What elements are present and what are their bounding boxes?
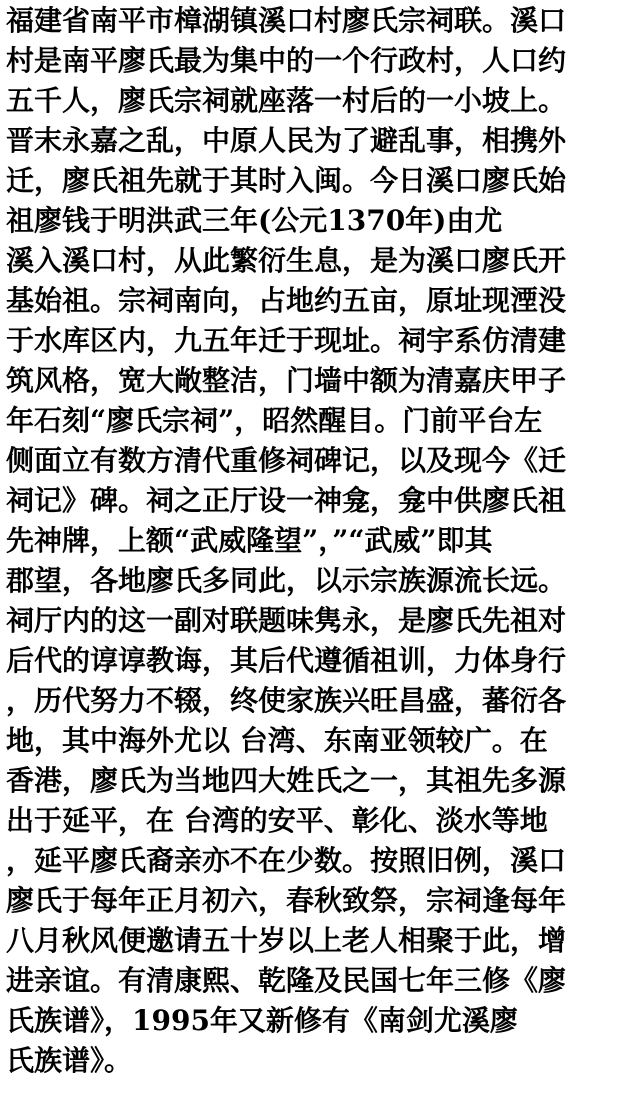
text-line: 祠厅内的这一副对联题味隽永，是廖氏先祖对 bbox=[6, 604, 567, 637]
text-line: 香港，廖氏为当地四大姓氏之一，其祖先多源 bbox=[6, 764, 567, 797]
text-line: 进亲谊。有清康熙、乾隆及民国七年三修《廖 bbox=[6, 964, 567, 997]
text-line: 出于延平，在 台湾的安平、彰化、淡水等地 bbox=[6, 804, 548, 837]
text-line: 先神牌，上额“武威隆望”，”“武威”即其 bbox=[6, 524, 493, 557]
text-line: 侧面立有数方清代重修祠碑记，以及现今《迁 bbox=[6, 444, 567, 477]
text-line: 后代的谆谆教诲，其后代遵循祖训，力体身行 bbox=[6, 644, 567, 677]
text-line: 氏族谱》。 bbox=[6, 1044, 133, 1077]
text-line: 于水库区内，九五年迁于现址。祠宇系仿清建 bbox=[6, 324, 567, 357]
text-line: 郡望，各地廖氏多同此，以示宗族源流长远。 bbox=[6, 564, 567, 597]
text-line: 溪入溪口村，从此繁衍生息，是为溪口廖氏开 bbox=[6, 244, 567, 277]
text-line: 祠记》碑。祠之正厅设一神龛，龛中供廖氏祖 bbox=[6, 484, 567, 517]
text-line: 筑风格，宽大敞整洁，门墙中额为清嘉庆甲子 bbox=[6, 364, 567, 397]
text-line: ，延平廖氏裔亲亦不在少数。按照旧例，溪口 bbox=[6, 844, 567, 877]
text-line: 祖廖钱于明洪武三年(公元1370年)由尤 bbox=[6, 204, 503, 237]
text-line: 晋末永嘉之乱，中原人民为了避乱事，相携外 bbox=[6, 124, 567, 157]
text-line: 迁，廖氏祖先就于其时入闽。今日溪口廖氏始 bbox=[6, 164, 567, 197]
text-line: 八月秋风便邀请五十岁以上老人相聚于此，增 bbox=[6, 924, 567, 957]
text-line: 地，其中海外尤以 台湾、东南亚领较广。在 bbox=[6, 724, 548, 757]
text-line: ，历代努力不辍，终使家族兴旺昌盛，蕃衍各 bbox=[6, 684, 567, 717]
text-line: 廖氏于每年正月初六，春秋致祭，宗祠逢每年 bbox=[6, 884, 567, 917]
text-line: 年石刻“廖氏宗祠”，昭然醒目。门前平台左 bbox=[6, 404, 543, 437]
text-line: 氏族谱》，1995年又新修有《南剑尤溪廖 bbox=[6, 1004, 518, 1037]
text-line: 村是南平廖氏最为集中的一个行政村，人口约 bbox=[6, 44, 567, 77]
text-line: 福建省南平市樟湖镇溪口村廖氏宗祠联。溪口 bbox=[6, 4, 567, 37]
text-line: 五千人，廖氏宗祠就座落一村后的一小坡上。 bbox=[6, 84, 567, 117]
text-line: 基始祖。宗祠南向，占地约五亩，原址现湮没 bbox=[6, 284, 567, 317]
